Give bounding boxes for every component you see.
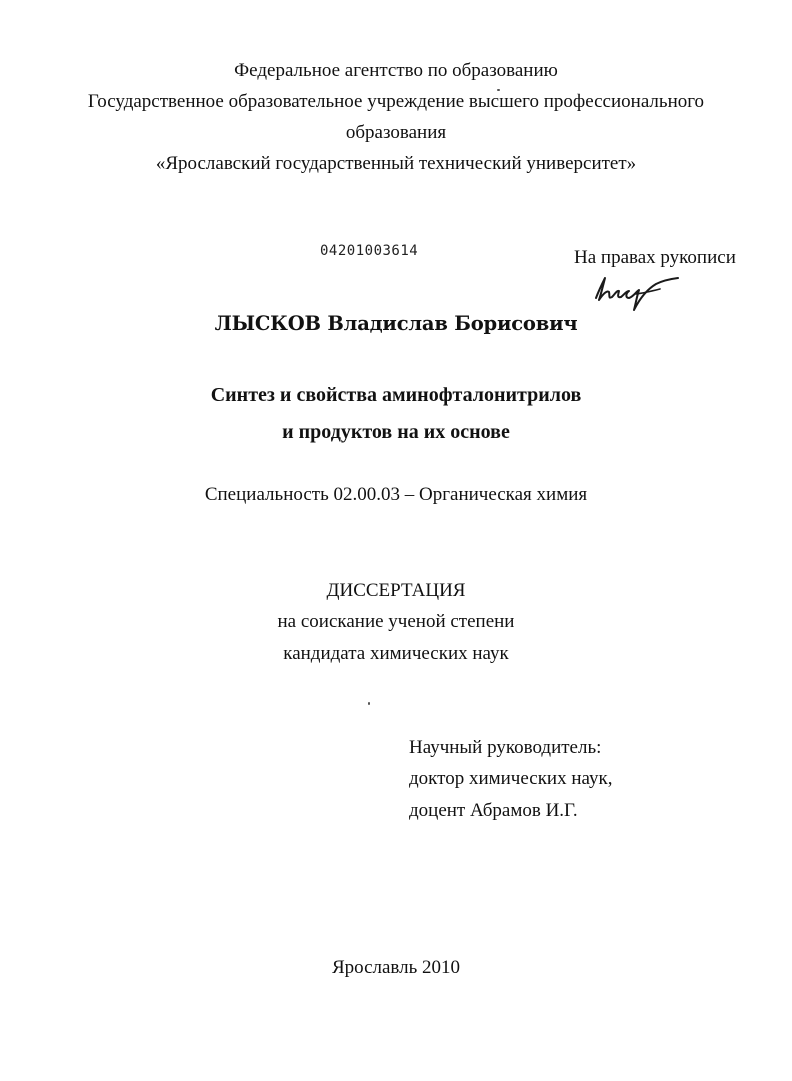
scan-speck [368,702,370,705]
supervisor-degree: доктор химических наук, [409,768,613,789]
agency-line: Федеральное агентство по образованию [234,60,558,81]
supervisor-label: Научный руководитель: [409,737,602,758]
institution-line-1: Государственное образовательное учреждение высшего профессионального [87,91,705,112]
thesis-title-line-2: и продуктов на их основе [282,421,510,443]
thesis-title-line-1: Синтез и свойства аминофталонитрилов [210,384,582,406]
document-type: ДИССЕРТАЦИЯ [326,580,466,601]
university-line: «Ярославский государственный технический университет» [155,153,637,174]
city-year: Ярославль 2010 [331,957,461,978]
scan-speck [497,89,500,91]
author-name: ЛЫСКОВ Владислав Борисович [214,312,578,335]
degree-line-1: на соискание ученой степени [277,611,515,632]
degree-line-2: кандидата химических наук [283,643,509,664]
institution-line-2: образования [345,122,447,143]
registration-number: 04201003614 [320,243,419,259]
signature-image [590,272,685,314]
supervisor-name: доцент Абрамов И.Г. [409,800,578,821]
manuscript-note: На правах рукописи [574,247,736,268]
specialty-line: Специальность 02.00.03 – Органическая химия [204,484,588,505]
